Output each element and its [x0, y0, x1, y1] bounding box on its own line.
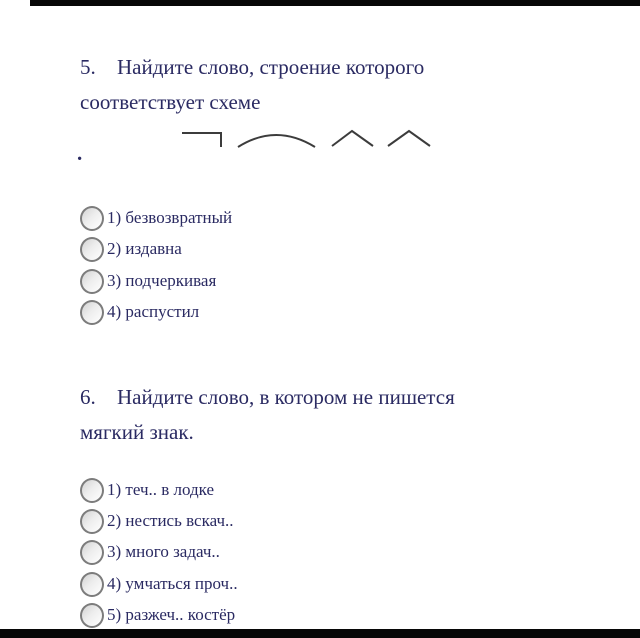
question-6-text: Найдите слово, в котором не пишется: [117, 385, 455, 409]
question-5-text: Найдите слово, строение которого: [117, 55, 425, 79]
scheme-trailing-dot: .: [77, 141, 83, 165]
answer-option-label[interactable]: 3) подчеркивая: [107, 271, 217, 290]
question-6-heading: [80, 380, 510, 450]
answer-option[interactable]: [80, 205, 232, 231]
root-symbol-icon: [238, 135, 315, 147]
question-5-line1: [80, 50, 510, 85]
question-5-number: 5.: [80, 55, 96, 79]
answer-option-label[interactable]: 4) умчаться проч..: [107, 574, 238, 593]
radio-button[interactable]: [80, 603, 104, 628]
radio-button[interactable]: [80, 478, 104, 503]
answer-option-label[interactable]: 2) издавна: [107, 239, 182, 258]
morpheme-scheme: [170, 122, 450, 156]
question-6-line1: [80, 380, 510, 415]
radio-button[interactable]: [80, 572, 104, 597]
answer-option[interactable]: [80, 539, 220, 565]
answer-option[interactable]: [80, 236, 182, 262]
answer-option-label[interactable]: 1) теч.. в лодке: [107, 480, 215, 499]
prefix-symbol-icon: [182, 133, 221, 147]
suffix-symbol-icon: [388, 131, 430, 146]
answer-option-label[interactable]: 5) разжеч.. костёр: [107, 605, 236, 624]
question-5-heading: [80, 50, 510, 120]
answer-option-label[interactable]: 1) безвозвратный: [107, 208, 233, 227]
answer-option[interactable]: [80, 268, 216, 294]
answer-option-label[interactable]: 2) нестись вскач..: [107, 511, 234, 530]
question-6-line2: мягкий знак.: [80, 420, 194, 444]
radio-button[interactable]: [80, 509, 104, 534]
radio-button[interactable]: [80, 540, 104, 565]
letterbox-bar-top: [30, 0, 640, 6]
answer-option[interactable]: [80, 571, 238, 597]
answer-option-label[interactable]: 4) распустил: [107, 302, 200, 321]
letterbox-bar-bottom: [0, 629, 640, 638]
radio-button[interactable]: [80, 300, 104, 325]
radio-button[interactable]: [80, 269, 104, 294]
radio-button[interactable]: [80, 237, 104, 262]
answer-option[interactable]: [80, 508, 234, 534]
answer-option[interactable]: [80, 299, 199, 325]
question-6-number: 6.: [80, 385, 96, 409]
suffix-symbol-icon: [332, 131, 373, 146]
radio-button[interactable]: [80, 206, 104, 231]
answer-option-label[interactable]: 3) много задач..: [107, 542, 220, 561]
question-5-line2: соответствует схеме: [80, 90, 261, 114]
answer-option[interactable]: [80, 602, 235, 628]
answer-option[interactable]: [80, 477, 214, 503]
